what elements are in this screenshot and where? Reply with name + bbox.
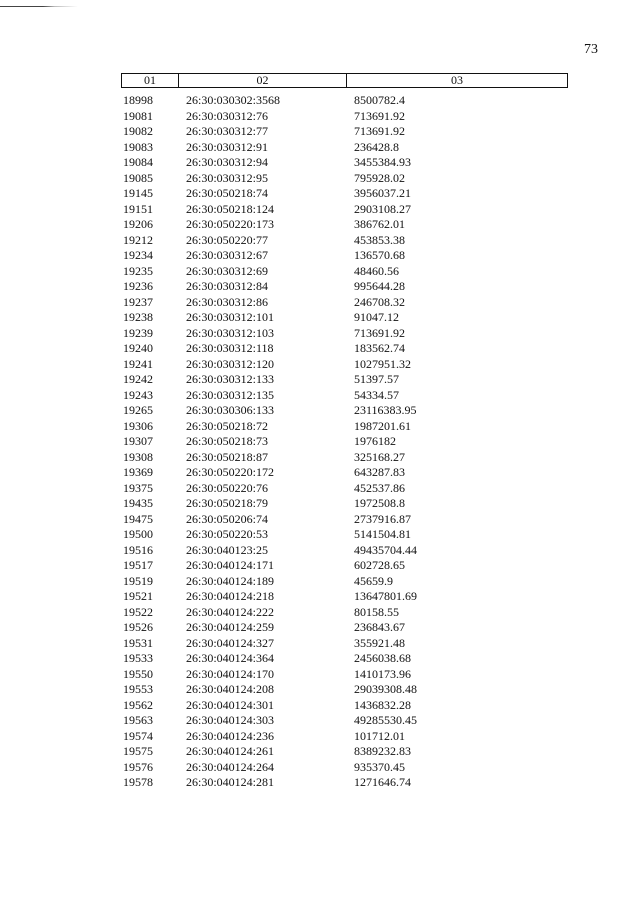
table-row: [121, 295, 568, 311]
cell-value: 602728.65: [354, 558, 405, 572]
cell-value: 236428.8: [354, 139, 399, 154]
cell-cadastral-number: 26:30:030312:120: [186, 356, 275, 371]
table-row: [121, 434, 568, 450]
cell-cadastral-number: 26:30:040124:259: [186, 620, 275, 634]
table-row: [121, 651, 568, 667]
cell-id: 19578: [123, 775, 153, 789]
table-row: [121, 341, 568, 357]
column-header-02: 02: [179, 74, 347, 87]
table-row: [121, 527, 568, 543]
cell-cadastral-number: 26:30:030312:76: [186, 108, 269, 123]
cell-cadastral-number: 26:30:040124:218: [186, 589, 275, 603]
cell-value: 136570.68: [354, 248, 405, 262]
table-row: [121, 636, 568, 652]
table-row: [121, 419, 568, 435]
table-row: [121, 171, 568, 187]
cell-value: 8389232.83: [354, 744, 411, 758]
table-row: [121, 403, 568, 419]
cell-id: 19500: [123, 527, 153, 541]
cell-id: 19516: [123, 542, 153, 557]
table-row: [121, 388, 568, 404]
table-row: [121, 543, 568, 559]
cell-cadastral-number: 26:30:050218:79: [186, 496, 269, 510]
cell-value: 246708.32: [354, 294, 405, 309]
cell-value: 355921.48: [354, 635, 405, 650]
cell-value: 45659.9: [354, 573, 393, 588]
cell-cadastral-number: 26:30:050218:124: [186, 201, 275, 216]
cell-cadastral-number: 26:30:050220:77: [186, 232, 269, 247]
cell-value: 995644.28: [354, 279, 405, 293]
table-row: [121, 574, 568, 590]
cell-value: 325168.27: [354, 449, 405, 464]
cell-id: 19235: [123, 263, 153, 278]
cell-value: 795928.02: [354, 170, 405, 185]
table-row: [121, 589, 568, 605]
cell-cadastral-number: 26:30:030306:133: [186, 403, 275, 417]
table-row: [121, 217, 568, 233]
table-row: [121, 372, 568, 388]
cell-id: 19238: [123, 310, 153, 324]
cell-value: 386762.01: [354, 217, 405, 231]
table-row: [121, 465, 568, 481]
cell-value: 101712.01: [354, 728, 405, 743]
table-row: [121, 775, 568, 791]
cell-id: 19475: [123, 511, 153, 526]
cell-value: 23116383.95: [354, 403, 417, 417]
cell-value: 643287.83: [354, 465, 405, 479]
cell-value: 1976182: [354, 434, 396, 448]
cell-id: 19562: [123, 697, 153, 712]
cell-value: 236843.67: [354, 620, 405, 634]
page-number: 73: [584, 42, 598, 57]
cell-cadastral-number: 26:30:030312:86: [186, 294, 269, 309]
cell-cadastral-number: 26:30:040124:171: [186, 558, 275, 572]
cell-cadastral-number: 26:30:050206:74: [186, 511, 269, 526]
cell-cadastral-number: 26:30:040124:364: [186, 651, 275, 665]
cell-value: 713691.92: [354, 108, 405, 123]
cell-cadastral-number: 26:30:050220:76: [186, 480, 269, 495]
cell-cadastral-number: 26:30:030312:67: [186, 248, 269, 262]
cell-value: 453853.38: [354, 232, 405, 247]
cell-cadastral-number: 26:30:040124:222: [186, 604, 275, 619]
cell-value: 935370.45: [354, 759, 405, 774]
cell-value: 51397.57: [354, 372, 399, 386]
table-row: [121, 729, 568, 745]
cell-id: 19308: [123, 449, 153, 464]
cell-id: 19265: [123, 403, 153, 417]
cell-value: 1027951.32: [354, 356, 411, 371]
table-row: [121, 605, 568, 621]
cell-id: 19521: [123, 589, 153, 603]
table-row: [121, 620, 568, 636]
cell-value: 3455384.93: [354, 155, 411, 169]
table-body: [121, 93, 568, 791]
column-header-03: 03: [451, 73, 463, 87]
table-row: [121, 202, 568, 218]
cell-id: 18998: [123, 93, 153, 107]
cell-value: 3956037.21: [354, 186, 411, 200]
cell-id: 19145: [123, 186, 153, 200]
cell-value: 91047.12: [354, 310, 399, 324]
table-row: [121, 357, 568, 373]
cell-cadastral-number: 26:30:040124:264: [186, 759, 275, 774]
cell-cadastral-number: 26:30:030312:133: [186, 372, 275, 386]
table-row: [121, 233, 568, 249]
cell-value: 5141504.81: [354, 527, 411, 541]
cell-cadastral-number: 26:30:030312:135: [186, 387, 275, 402]
cell-id: 19533: [123, 651, 153, 665]
table-row: [121, 760, 568, 776]
table-row: [121, 264, 568, 280]
cell-id: 19234: [123, 248, 153, 262]
cell-id: 19081: [123, 108, 153, 123]
cell-id: 19242: [123, 372, 153, 386]
table-row: [121, 155, 568, 171]
cell-cadastral-number: 26:30:030312:94: [186, 155, 269, 169]
cell-id: 19531: [123, 635, 153, 650]
cell-cadastral-number: 26:30:030312:118: [186, 341, 274, 355]
cell-value: 713691.92: [354, 325, 405, 340]
cell-cadastral-number: 26:30:030312:101: [186, 310, 275, 324]
cell-cadastral-number: 26:30:030312:91: [186, 139, 269, 154]
table-row: [121, 124, 568, 140]
table-row: [121, 698, 568, 714]
cell-id: 19576: [123, 759, 153, 774]
cell-value: 49435704.44: [354, 542, 417, 557]
table-row: [121, 140, 568, 156]
cell-cadastral-number: 26:30:040124:261: [186, 744, 275, 758]
cell-value: 713691.92: [354, 124, 405, 138]
cell-value: 1410173.96: [354, 666, 411, 681]
cell-id: 19375: [123, 480, 153, 495]
cell-cadastral-number: 26:30:050220:172: [186, 465, 275, 479]
cell-value: 1436832.28: [354, 697, 411, 712]
cell-id: 19085: [123, 170, 153, 185]
cell-id: 19241: [123, 356, 153, 371]
cell-id: 19084: [123, 155, 153, 169]
table-row: [121, 450, 568, 466]
cell-id: 19306: [123, 418, 153, 433]
table-row: [121, 558, 568, 574]
cell-id: 19236: [123, 279, 153, 293]
table-row: [121, 279, 568, 295]
table-row: [121, 667, 568, 683]
column-header-01: 01: [122, 74, 179, 87]
cell-value: 452537.86: [354, 480, 405, 495]
cell-id: 19083: [123, 139, 153, 154]
cell-value: 13647801.69: [354, 589, 417, 603]
cell-cadastral-number: 26:30:040124:170: [186, 666, 275, 681]
cell-id: 19237: [123, 294, 153, 309]
cell-id: 19307: [123, 434, 153, 448]
cell-id: 19369: [123, 465, 153, 479]
table-row: [121, 186, 568, 202]
cell-id: 19206: [123, 217, 153, 231]
table-row: [121, 481, 568, 497]
cell-cadastral-number: 26:30:050218:74: [186, 186, 269, 200]
cell-value: 1972508.8: [354, 496, 405, 510]
cell-cadastral-number: 26:30:040124:236: [186, 728, 275, 743]
cell-cadastral-number: 26:30:040123:25: [186, 542, 269, 557]
cell-id: 19240: [123, 341, 153, 355]
cell-id: 19519: [123, 573, 153, 588]
cell-value: 80158.55: [354, 604, 399, 619]
table-row: [121, 682, 568, 698]
table-row: [121, 496, 568, 512]
cell-cadastral-number: 26:30:050218:87: [186, 449, 269, 464]
cell-id: 19082: [123, 124, 153, 138]
cell-id: 19522: [123, 604, 153, 619]
cell-value: 29039308.48: [354, 682, 417, 696]
cell-cadastral-number: 26:30:040124:301: [186, 697, 275, 712]
cell-value: 2456038.68: [354, 651, 411, 665]
scan-artifact-line: [0, 6, 78, 7]
cell-id: 19239: [123, 325, 153, 340]
cell-id: 19243: [123, 387, 153, 402]
cell-value: 1987201.61: [354, 418, 411, 433]
cell-cadastral-number: 26:30:030312:69: [186, 263, 269, 278]
cell-id: 19151: [123, 201, 153, 216]
table-row: [121, 109, 568, 125]
cell-cadastral-number: 26:30:030302:3568: [186, 93, 281, 107]
table-row: [121, 310, 568, 326]
cell-value: 54334.57: [354, 387, 399, 402]
table-row: [121, 93, 568, 109]
cell-id: 19575: [123, 744, 153, 758]
table-row: [121, 713, 568, 729]
cell-cadastral-number: 26:30:040124:189: [186, 573, 275, 588]
cell-cadastral-number: 26:30:050220:173: [186, 217, 275, 231]
cell-value: 8500782.4: [354, 93, 405, 107]
cell-cadastral-number: 26:30:050218:73: [186, 434, 269, 448]
cell-cadastral-number: 26:30:030312:77: [186, 124, 269, 138]
cell-value: 49285530.45: [354, 713, 417, 727]
cell-value: 2737916.87: [354, 511, 411, 526]
cell-id: 19553: [123, 682, 153, 696]
cell-cadastral-number: 26:30:040124:208: [186, 682, 275, 696]
cell-value: 48460.56: [354, 263, 399, 278]
cell-cadastral-number: 26:30:050220:53: [186, 527, 269, 541]
table-row: [121, 326, 568, 342]
table-row: [121, 248, 568, 264]
cell-value: 1271646.74: [354, 775, 411, 789]
cell-id: 19435: [123, 496, 153, 510]
cell-cadastral-number: 26:30:030312:84: [186, 279, 269, 293]
table-header: [121, 73, 568, 88]
cell-value: 183562.74: [354, 341, 405, 355]
cell-id: 19574: [123, 728, 153, 743]
cell-cadastral-number: 26:30:040124:303: [186, 713, 275, 727]
cell-id: 19563: [123, 713, 153, 727]
cell-id: 19212: [123, 232, 153, 247]
cell-cadastral-number: 26:30:030312:95: [186, 170, 269, 185]
cell-cadastral-number: 26:30:030312:103: [186, 325, 275, 340]
cell-id: 19517: [123, 558, 153, 572]
cell-cadastral-number: 26:30:040124:281: [186, 775, 275, 789]
table-row: [121, 512, 568, 528]
cell-id: 19526: [123, 620, 153, 634]
cell-cadastral-number: 26:30:050218:72: [186, 418, 269, 433]
cell-id: 19550: [123, 666, 153, 681]
cell-value: 2903108.27: [354, 201, 411, 216]
table-row: [121, 744, 568, 760]
cell-cadastral-number: 26:30:040124:327: [186, 635, 275, 650]
